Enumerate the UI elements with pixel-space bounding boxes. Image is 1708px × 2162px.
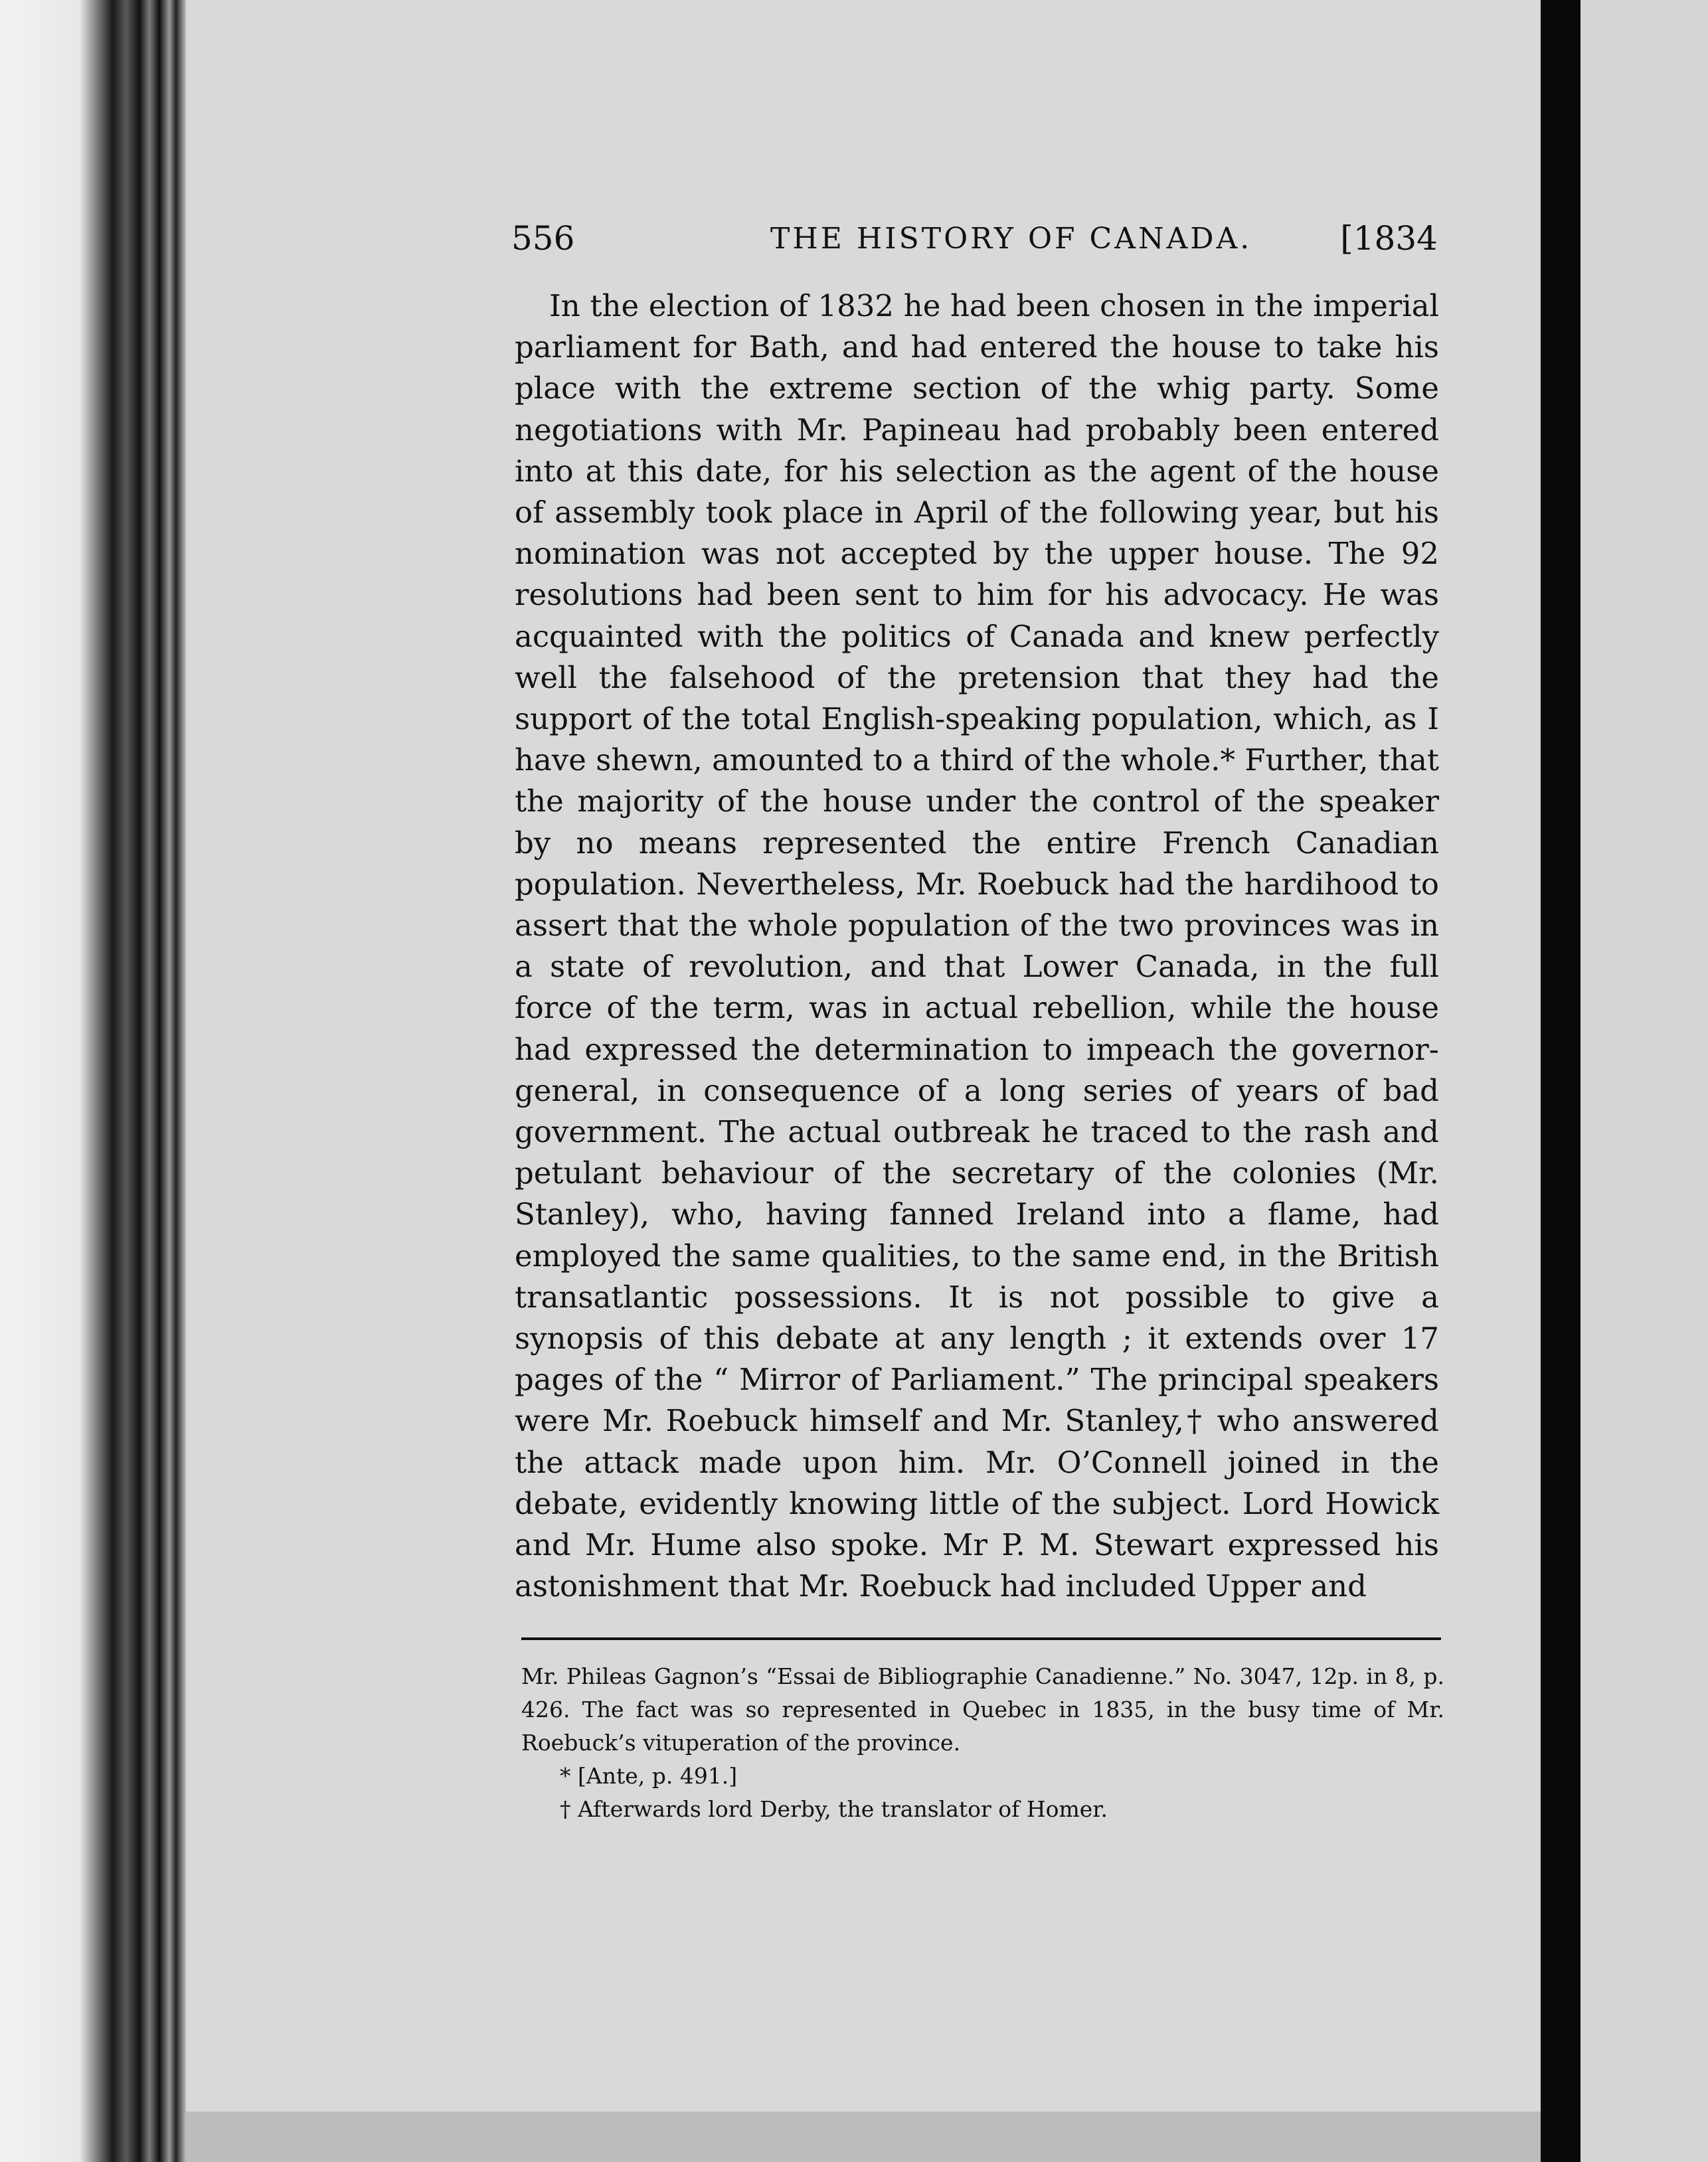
footnote-star: * [Ante, p. 491.] (560, 1763, 738, 1789)
running-head (511, 219, 1438, 272)
running-head-year: [1834 (1340, 219, 1438, 258)
footnote-rule (521, 1637, 1441, 1640)
footnote-main: Mr. Phileas Gagnon’s “Essai de Bibliographie Canadienne.” No. 3047, 12p. in 8, p. 426. The fact was so represented in Quebec in 1835, in the busy time of Mr. Roebuck’s vituperation of the province. (521, 1663, 1444, 1756)
footnote-dagger: † Afterwards lord Derby, the translator of Homer. (560, 1796, 1108, 1822)
binding-gutter (0, 0, 193, 2162)
adjacent-page-sliver (1580, 0, 1708, 2162)
page-bottom-margin (186, 2112, 1541, 2162)
page-number: 556 (511, 219, 575, 258)
body-text (515, 286, 1439, 1608)
book-title: THE HISTORY OF CANADA. (770, 222, 1252, 256)
body-paragraph: In the election of 1832 he had been chosen in the imperial parliament for Bath, and had entered the house to take his place with the extreme section of the whig party. Some negotiations with Mr. Papineau had probably been entered into at this date, for his selection as the agent of the house of assembly took place in April of the following year, but his nomination was not accepted by the upper house. The 92 resolutions had been sent to him for his advocacy. He was acquainted with the politics of Canada and knew perfectly well the falsehood of the pretension that they had the support of the total English-speaking population, which, as I have shewn, amounted to a third of the whole.* Further, that the majority of the house under the control of the speaker by no means represented the entire French Canadian population. Nevertheless, Mr. Roebuck had the hardihood to assert that the whole population of the two provinces was in a state of revolution, and that Lower Canada, in the full force of the term, was in actual rebellion, while the house had expressed the determination to impeach the governor-general, in consequence of a long series of years of bad government. The actual outbreak he traced to the rash and petulant behaviour of the secretary of the colonies (Mr. Stanley), who, having fanned Ireland into a flame, had employed the same qualities, to the same end, in the British transatlantic possessions. It is not possible to give a synopsis of this debate at any length ; it extends over 17 pages of the “ Mirror of Parliament.” The principal speakers were Mr. Roebuck himself and Mr. Stanley,† who answered the attack made upon him. Mr. O’Connell joined in the debate, evidently knowing little of the subject. Lord Howick and Mr. Hume also spoke. Mr P. M. Stewart expressed his astonishment that Mr. Roebuck had included Upper and (515, 288, 1439, 1604)
footnotes (521, 1660, 1444, 1826)
page-edge-shadow (1541, 0, 1580, 2162)
